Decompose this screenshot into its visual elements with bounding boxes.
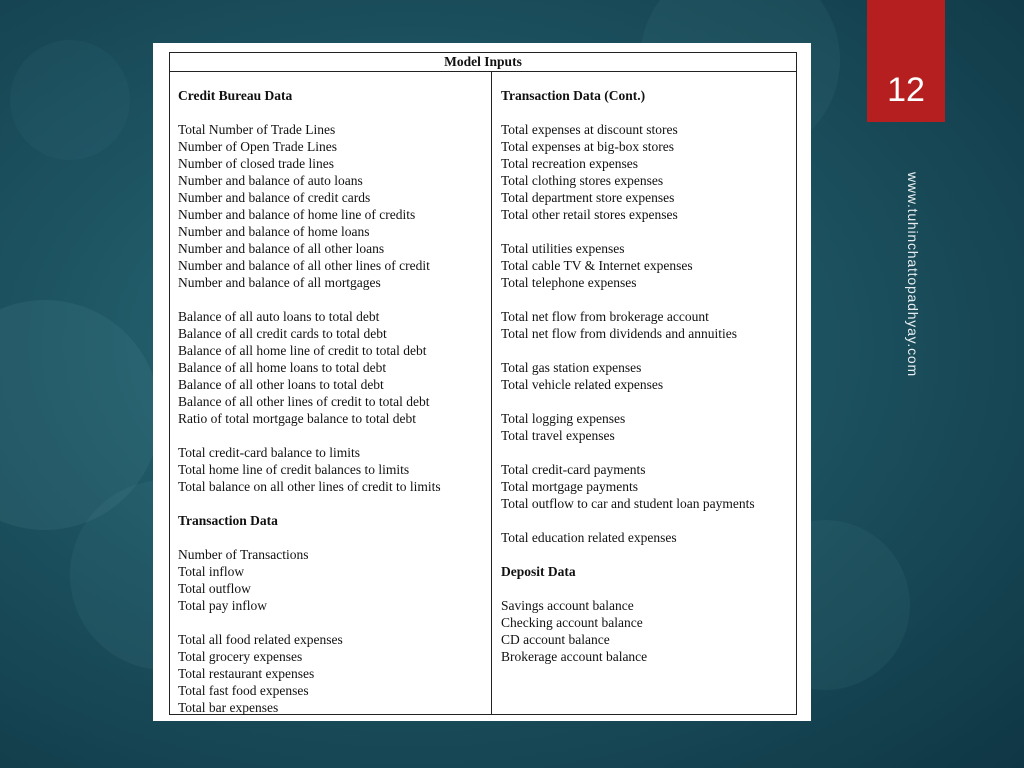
list-item: Total utilities expenses [501, 241, 625, 256]
item-group [501, 529, 796, 546]
list-item: Total cable TV & Internet expenses [501, 258, 693, 273]
list-item: Number and balance of all mortgages [178, 275, 381, 290]
list-item: Total fast food expenses [178, 683, 309, 698]
list-item: Total vehicle related expenses [501, 377, 664, 392]
list-item: Total credit-card payments [501, 462, 646, 477]
list-item: Number and balance of credit cards [178, 190, 371, 205]
table-title: Model Inputs [170, 53, 796, 72]
list-item: Balance of all credit cards to total debt [178, 326, 387, 341]
list-item: Total mortgage payments [501, 479, 639, 494]
list-item: Total travel expenses [501, 428, 615, 443]
list-item: Total home line of credit balances to limits [178, 462, 410, 477]
list-item: Total outflow [178, 581, 251, 596]
list-item: Total education related expenses [501, 530, 677, 545]
list-item: Total clothing stores expenses [501, 173, 664, 188]
list-item: Number of Open Trade Lines [178, 139, 337, 154]
section-heading: Deposit Data [501, 564, 576, 579]
list-item: Balance of all home loans to total debt [178, 360, 387, 375]
list-item: CD account balance [501, 632, 610, 647]
list-item: Number of closed trade lines [178, 156, 334, 171]
list-item: Total outflow to car and student loan payments [501, 496, 755, 511]
list-item: Balance of all home line of credit to total debt [178, 343, 427, 358]
item-group [501, 597, 796, 665]
list-item: Total restaurant expenses [178, 666, 315, 681]
column-divider [491, 72, 492, 714]
list-item: Total department store expenses [501, 190, 675, 205]
list-item: Number and balance of home line of credits [178, 207, 416, 222]
item-group [501, 410, 796, 444]
list-item: Total Number of Trade Lines [178, 122, 336, 137]
item-group [178, 308, 488, 427]
list-item: Total recreation expenses [501, 156, 638, 171]
list-item: Savings account balance [501, 598, 634, 613]
right-column [501, 87, 796, 665]
list-item: Total pay inflow [178, 598, 268, 613]
list-item: Total other retail stores expenses [501, 207, 678, 222]
list-item: Number and balance of home loans [178, 224, 370, 239]
item-group [178, 444, 488, 495]
list-item: Brokerage account balance [501, 649, 648, 664]
list-item: Total bar expenses [178, 700, 279, 715]
item-group [501, 359, 796, 393]
section-heading: Transaction Data [178, 513, 278, 528]
list-item: Total all food related expenses [178, 632, 343, 647]
list-item: Balance of all other lines of credit to total debt [178, 394, 430, 409]
list-item: Total grocery expenses [178, 649, 303, 664]
item-group [178, 631, 488, 716]
list-item: Number and balance of all other loans [178, 241, 385, 256]
item-group [501, 308, 796, 342]
list-item: Total expenses at big-box stores [501, 139, 675, 154]
list-item: Ratio of total mortgage balance to total debt [178, 411, 417, 426]
list-item: Total logging expenses [501, 411, 626, 426]
item-group [501, 121, 796, 223]
list-item: Total net flow from brokerage account [501, 309, 709, 324]
section-heading: Credit Bureau Data [178, 88, 293, 103]
document-image [153, 43, 811, 721]
list-item: Total gas station expenses [501, 360, 642, 375]
background-bubble [10, 40, 130, 160]
table-body [170, 72, 796, 714]
item-group [178, 121, 488, 291]
list-item: Number of Transactions [178, 547, 309, 562]
list-item: Total balance on all other lines of credit to limits [178, 479, 441, 494]
model-inputs-table [169, 52, 797, 715]
list-item: Total credit-card balance to limits [178, 445, 360, 460]
list-item: Checking account balance [501, 615, 643, 630]
item-group [501, 240, 796, 291]
list-item: Total inflow [178, 564, 245, 579]
list-item: Number and balance of all other lines of credit [178, 258, 430, 273]
list-item: Balance of all other loans to total debt [178, 377, 384, 392]
slide-number-badge [867, 0, 945, 122]
website-url: www.tuhinchattopadhyay.com [905, 172, 921, 377]
list-item: Balance of all auto loans to total debt [178, 309, 380, 324]
left-column [178, 87, 488, 716]
list-item: Total telephone expenses [501, 275, 637, 290]
section-heading: Transaction Data (Cont.) [501, 88, 646, 103]
list-item: Total net flow from dividends and annuities [501, 326, 738, 341]
list-item: Number and balance of auto loans [178, 173, 363, 188]
slide-number: 12 [887, 71, 925, 109]
item-group [178, 546, 488, 614]
list-item: Total expenses at discount stores [501, 122, 678, 137]
item-group [501, 461, 796, 512]
